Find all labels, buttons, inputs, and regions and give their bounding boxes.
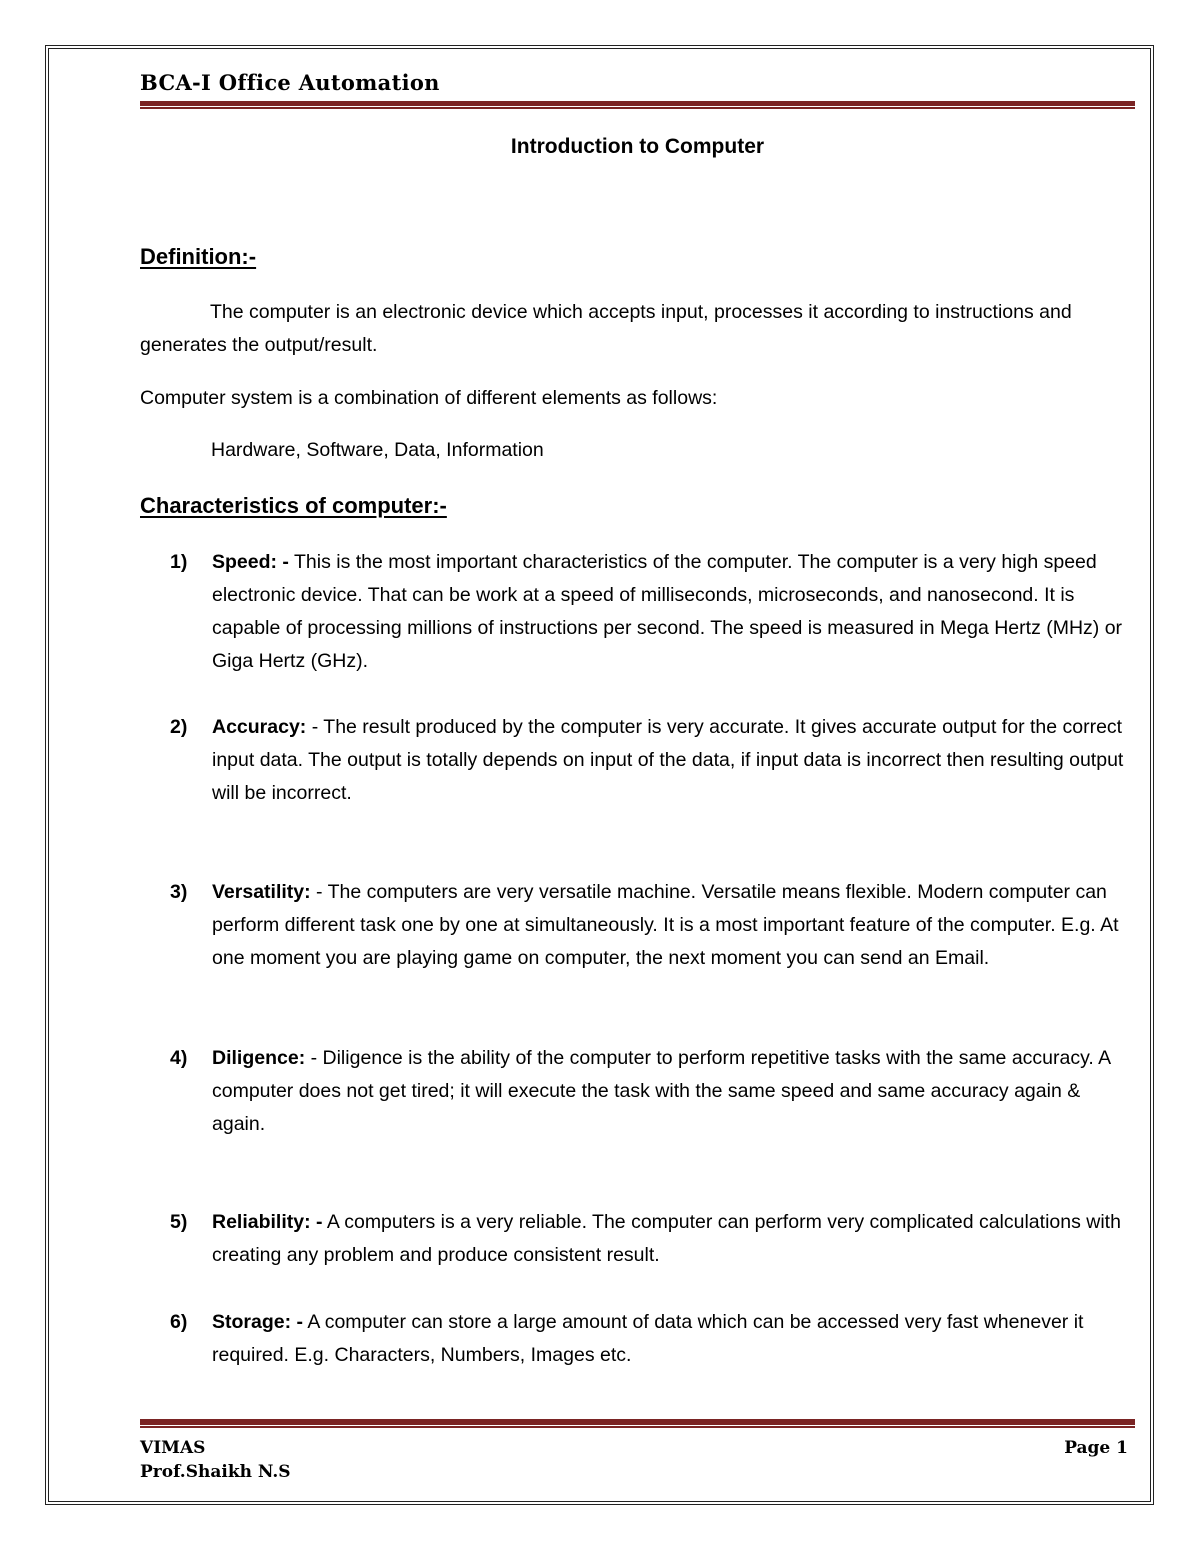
header-rule bbox=[140, 101, 1135, 106]
item-text: A computers is a very reliable. The computer can perform very complicated calculations with creating any problem and produce consistent result. bbox=[212, 1211, 1121, 1266]
item-text: - Diligence is the ability of the computer to perform repetitive tasks with the same accuracy. A computer does not get tired; it will execute the task with the same speed and same accuracy again & again. bbox=[212, 1047, 1111, 1135]
item-number: 6) bbox=[170, 1311, 188, 1333]
item-number: 1) bbox=[170, 551, 188, 573]
footer-rule-thin bbox=[140, 1426, 1135, 1428]
definition-paragraph: The computer is an electronic device which accepts input, processes it according to instructions and generates the output/result. bbox=[140, 301, 1072, 356]
characteristics-heading: Characteristics of computer:- bbox=[140, 493, 447, 518]
item-number: 3) bbox=[170, 881, 188, 903]
system-intro: Computer system is a combination of different elements as follows: bbox=[140, 387, 718, 409]
page-footer bbox=[140, 1436, 291, 1484]
list-item bbox=[170, 1042, 1130, 1141]
document-title: Introduction to Computer bbox=[510, 135, 765, 158]
footer-rule bbox=[140, 1419, 1135, 1425]
footer-author: Prof.Shaikh N.S bbox=[140, 1462, 291, 1482]
header-rule-thin bbox=[140, 107, 1135, 109]
page-header bbox=[140, 70, 1135, 98]
item-text: A computer can store a large amount of data which can be accessed very fast whenever it required. E.g. Characters, Numbers, Images etc. bbox=[212, 1311, 1084, 1366]
definition-heading: Definition:- bbox=[140, 244, 257, 269]
item-text: - The computers are very versatile machine. Versatile means flexible. Modern computer can perform different task one by one at simultaneously. It is a most important feature of the computer. E.g. At one moment you are playing game on computer, the next moment you can send an Email. bbox=[212, 881, 1119, 969]
item-number: 2) bbox=[170, 716, 188, 738]
item-number: 5) bbox=[170, 1211, 188, 1233]
list-item bbox=[170, 711, 1130, 810]
item-term: Storage: - bbox=[212, 1311, 304, 1333]
list-item bbox=[170, 1206, 1130, 1272]
item-text: This is the most important characteristics of the computer. The computer is a very high speed electronic device. That can be work at a speed of milliseconds, microseconds, and nanosecond. It is capable of processing millions of instructions per second. The speed is measured in Mega Hertz (MHz) or Giga Hertz (GHz). bbox=[212, 551, 1123, 672]
item-term: Reliability: - bbox=[212, 1211, 323, 1233]
list-item bbox=[170, 1306, 1130, 1372]
footer-institute: VIMAS bbox=[140, 1438, 206, 1458]
system-elements: Hardware, Software, Data, Information bbox=[211, 439, 544, 461]
item-term: Accuracy: bbox=[212, 716, 307, 738]
list-item bbox=[170, 876, 1130, 975]
item-term: Speed: - bbox=[212, 551, 289, 573]
list-item bbox=[170, 546, 1130, 678]
item-text: - The result produced by the computer is very accurate. It gives accurate output for the correct input data. The output is totally depends on input of the data, if input data is incorrect then resulting output will be incorrect. bbox=[212, 716, 1124, 804]
page-number: Page 1 bbox=[1064, 1438, 1128, 1458]
item-term: Diligence: bbox=[212, 1047, 306, 1069]
item-number: 4) bbox=[170, 1047, 188, 1069]
item-term: Versatility: bbox=[212, 881, 311, 903]
header-title: BCA-I Office Automation bbox=[140, 70, 440, 95]
